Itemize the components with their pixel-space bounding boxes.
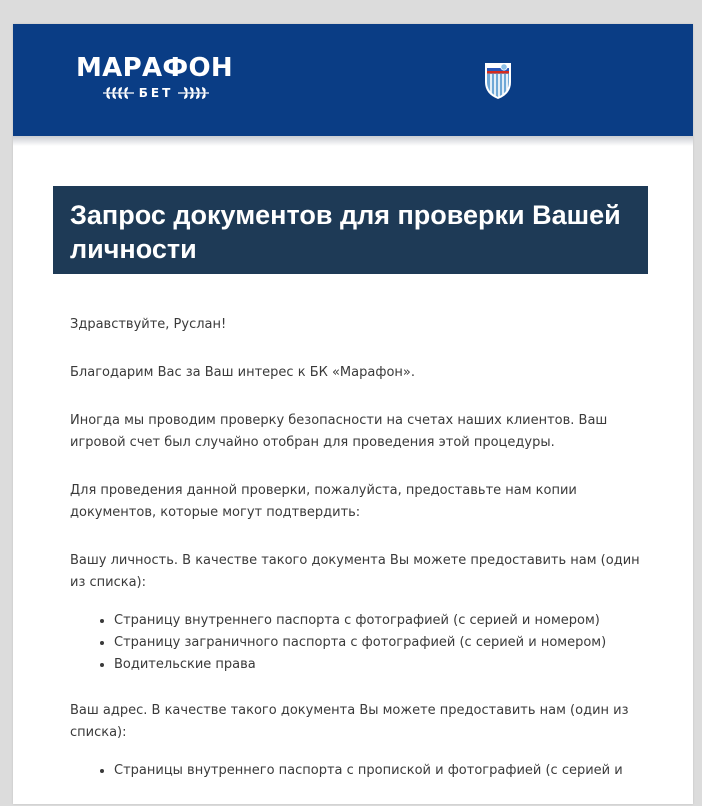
list-item: • Страницу заграничного паспорта с фотографией (с серией и номером) (114, 632, 640, 654)
club-shield-icon[interactable] (482, 60, 514, 100)
email-title-banner (53, 186, 648, 274)
paragraph-request: Для проведения данной проверки, пожалуйста, предоставьте нам копии документов, которые могут подтвердить: (70, 483, 577, 520)
paragraph-thanks: Благодарим Вас за Ваш интерес к БК «Марафон». (70, 365, 415, 380)
header-shadow (13, 136, 693, 146)
identity-docs-list (70, 610, 640, 676)
greeting: Здравствуйте, Руслан! (70, 317, 227, 332)
address-docs-list (70, 760, 640, 782)
laurel-right-icon (177, 86, 211, 100)
paragraph-identity-intro: Вашу личность. В качестве такого документа Вы можете предоставить нам (один из списка): (70, 553, 640, 590)
list-item: • Страницы внутреннего паспорта с пропиской и фотографией (с серией и (114, 760, 640, 782)
email-header (13, 24, 693, 136)
email-title: Запрос документов для проверки Вашей личности (70, 200, 621, 264)
marathon-logo[interactable] (76, 52, 236, 104)
email-card (13, 24, 693, 804)
email-body (70, 314, 640, 806)
list-item: • Водительские права (114, 654, 640, 676)
paragraph-address-intro: Ваш адрес. В качестве такого документа Вы можете предоставить нам (один из списка): (70, 703, 629, 740)
laurel-left-icon (101, 86, 135, 100)
logo-wordmark: МАРАФОН (76, 53, 233, 83)
list-item: • Страницу внутреннего паспорта с фотографией (с серией и номером) (114, 610, 640, 632)
logo-tagline: БЕТ (138, 85, 174, 100)
logo-tagline-row (76, 82, 236, 100)
paragraph-security-check: Иногда мы проводим проверку безопасности на счетах наших клиентов. Ваш игровой счет был случайно отобран для проведения этой процедуры. (70, 413, 608, 450)
